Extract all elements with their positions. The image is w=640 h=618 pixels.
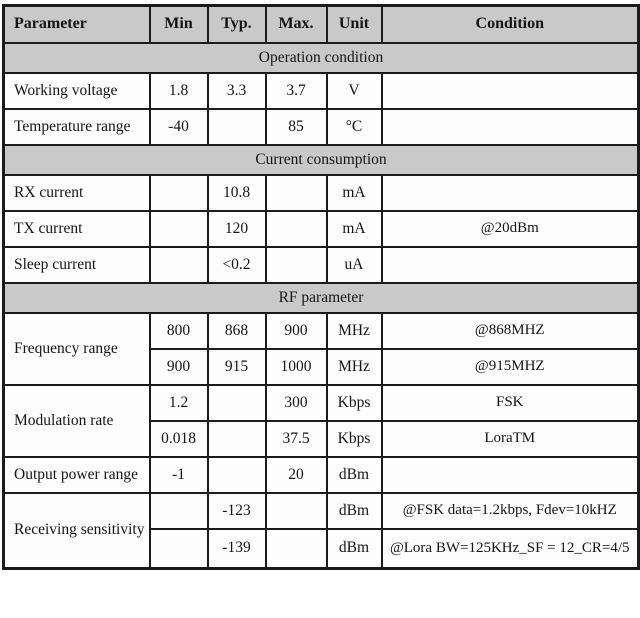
- min-cell: [150, 493, 208, 529]
- max-cell: [266, 493, 327, 529]
- typ-cell: [208, 421, 266, 457]
- min-cell: [150, 247, 208, 283]
- min-cell: -40: [150, 109, 208, 145]
- unit-cell: dBm: [327, 493, 382, 529]
- condition-cell: @915MHZ: [382, 349, 639, 385]
- unit-cell: Kbps: [327, 385, 382, 421]
- min-cell: 800: [150, 313, 208, 349]
- typ-cell: -139: [208, 529, 266, 569]
- max-cell: [266, 175, 327, 211]
- max-cell: 300: [266, 385, 327, 421]
- condition-cell: FSK: [382, 385, 639, 421]
- table-row-output-power-range: [4, 457, 639, 493]
- condition-cell: LoraTM: [382, 421, 639, 457]
- unit-cell: uA: [327, 247, 382, 283]
- unit-cell: Kbps: [327, 421, 382, 457]
- min-cell: 0.018: [150, 421, 208, 457]
- col-header-typ: Typ.: [208, 6, 266, 43]
- typ-cell: 3.3: [208, 73, 266, 109]
- typ-cell: 915: [208, 349, 266, 385]
- section-title: RF parameter: [4, 283, 639, 313]
- typ-cell: <0.2: [208, 247, 266, 283]
- condition-cell: @Lora BW=125KHz_SF = 12_CR=4/5: [382, 529, 639, 569]
- unit-cell: dBm: [327, 529, 382, 569]
- typ-cell: [208, 109, 266, 145]
- condition-cell: [382, 73, 639, 109]
- unit-cell: V: [327, 73, 382, 109]
- param-cell: Temperature range: [4, 109, 150, 145]
- typ-cell: [208, 457, 266, 493]
- table-row-receiving-sensitivity-1: [4, 493, 639, 529]
- param-cell: Receiving sensitivity: [4, 493, 150, 569]
- param-cell: Sleep current: [4, 247, 150, 283]
- max-cell: 85: [266, 109, 327, 145]
- condition-cell: [382, 109, 639, 145]
- table-row-working-voltage: [4, 73, 639, 109]
- table-row-sleep-current: [4, 247, 639, 283]
- col-header-min: Min: [150, 6, 208, 43]
- min-cell: [150, 529, 208, 569]
- typ-cell: 120: [208, 211, 266, 247]
- col-header-parameter: Parameter: [4, 6, 150, 43]
- unit-cell: °C: [327, 109, 382, 145]
- max-cell: 20: [266, 457, 327, 493]
- max-cell: 3.7: [266, 73, 327, 109]
- table-row-rx-current: [4, 175, 639, 211]
- condition-cell: [382, 247, 639, 283]
- table-row-frequency-range-1: [4, 313, 639, 349]
- table-row-tx-current: [4, 211, 639, 247]
- typ-cell: 868: [208, 313, 266, 349]
- max-cell: 900: [266, 313, 327, 349]
- param-cell: Output power range: [4, 457, 150, 493]
- param-cell: Frequency range: [4, 313, 150, 385]
- min-cell: 1.8: [150, 73, 208, 109]
- typ-cell: [208, 385, 266, 421]
- table-row-temperature-range: [4, 109, 639, 145]
- col-header-max: Max.: [266, 6, 327, 43]
- col-header-condition: Condition: [382, 6, 639, 43]
- table-row-modulation-rate-1: [4, 385, 639, 421]
- section-row-rf-parameter: [4, 283, 639, 313]
- max-cell: [266, 211, 327, 247]
- unit-cell: MHz: [327, 349, 382, 385]
- spec-table: [2, 4, 640, 570]
- min-cell: [150, 211, 208, 247]
- min-cell: 1.2: [150, 385, 208, 421]
- typ-cell: -123: [208, 493, 266, 529]
- max-cell: [266, 247, 327, 283]
- param-cell: TX current: [4, 211, 150, 247]
- min-cell: 900: [150, 349, 208, 385]
- min-cell: [150, 175, 208, 211]
- param-cell: RX current: [4, 175, 150, 211]
- typ-cell: 10.8: [208, 175, 266, 211]
- unit-cell: dBm: [327, 457, 382, 493]
- condition-cell: @20dBm: [382, 211, 639, 247]
- col-header-unit: Unit: [327, 6, 382, 43]
- condition-cell: [382, 457, 639, 493]
- max-cell: [266, 529, 327, 569]
- section-row-operation-condition: [4, 43, 639, 73]
- condition-cell: [382, 175, 639, 211]
- param-cell: Modulation rate: [4, 385, 150, 457]
- unit-cell: MHz: [327, 313, 382, 349]
- unit-cell: mA: [327, 211, 382, 247]
- section-title: Operation condition: [4, 43, 639, 73]
- param-cell: Working voltage: [4, 73, 150, 109]
- condition-cell: @868MHZ: [382, 313, 639, 349]
- max-cell: 37.5: [266, 421, 327, 457]
- unit-cell: mA: [327, 175, 382, 211]
- header-row: [4, 6, 639, 43]
- section-title: Current consumption: [4, 145, 639, 175]
- max-cell: 1000: [266, 349, 327, 385]
- section-row-current-consumption: [4, 145, 639, 175]
- min-cell: -1: [150, 457, 208, 493]
- condition-cell: @FSK data=1.2kbps, Fdev=10kHZ: [382, 493, 639, 529]
